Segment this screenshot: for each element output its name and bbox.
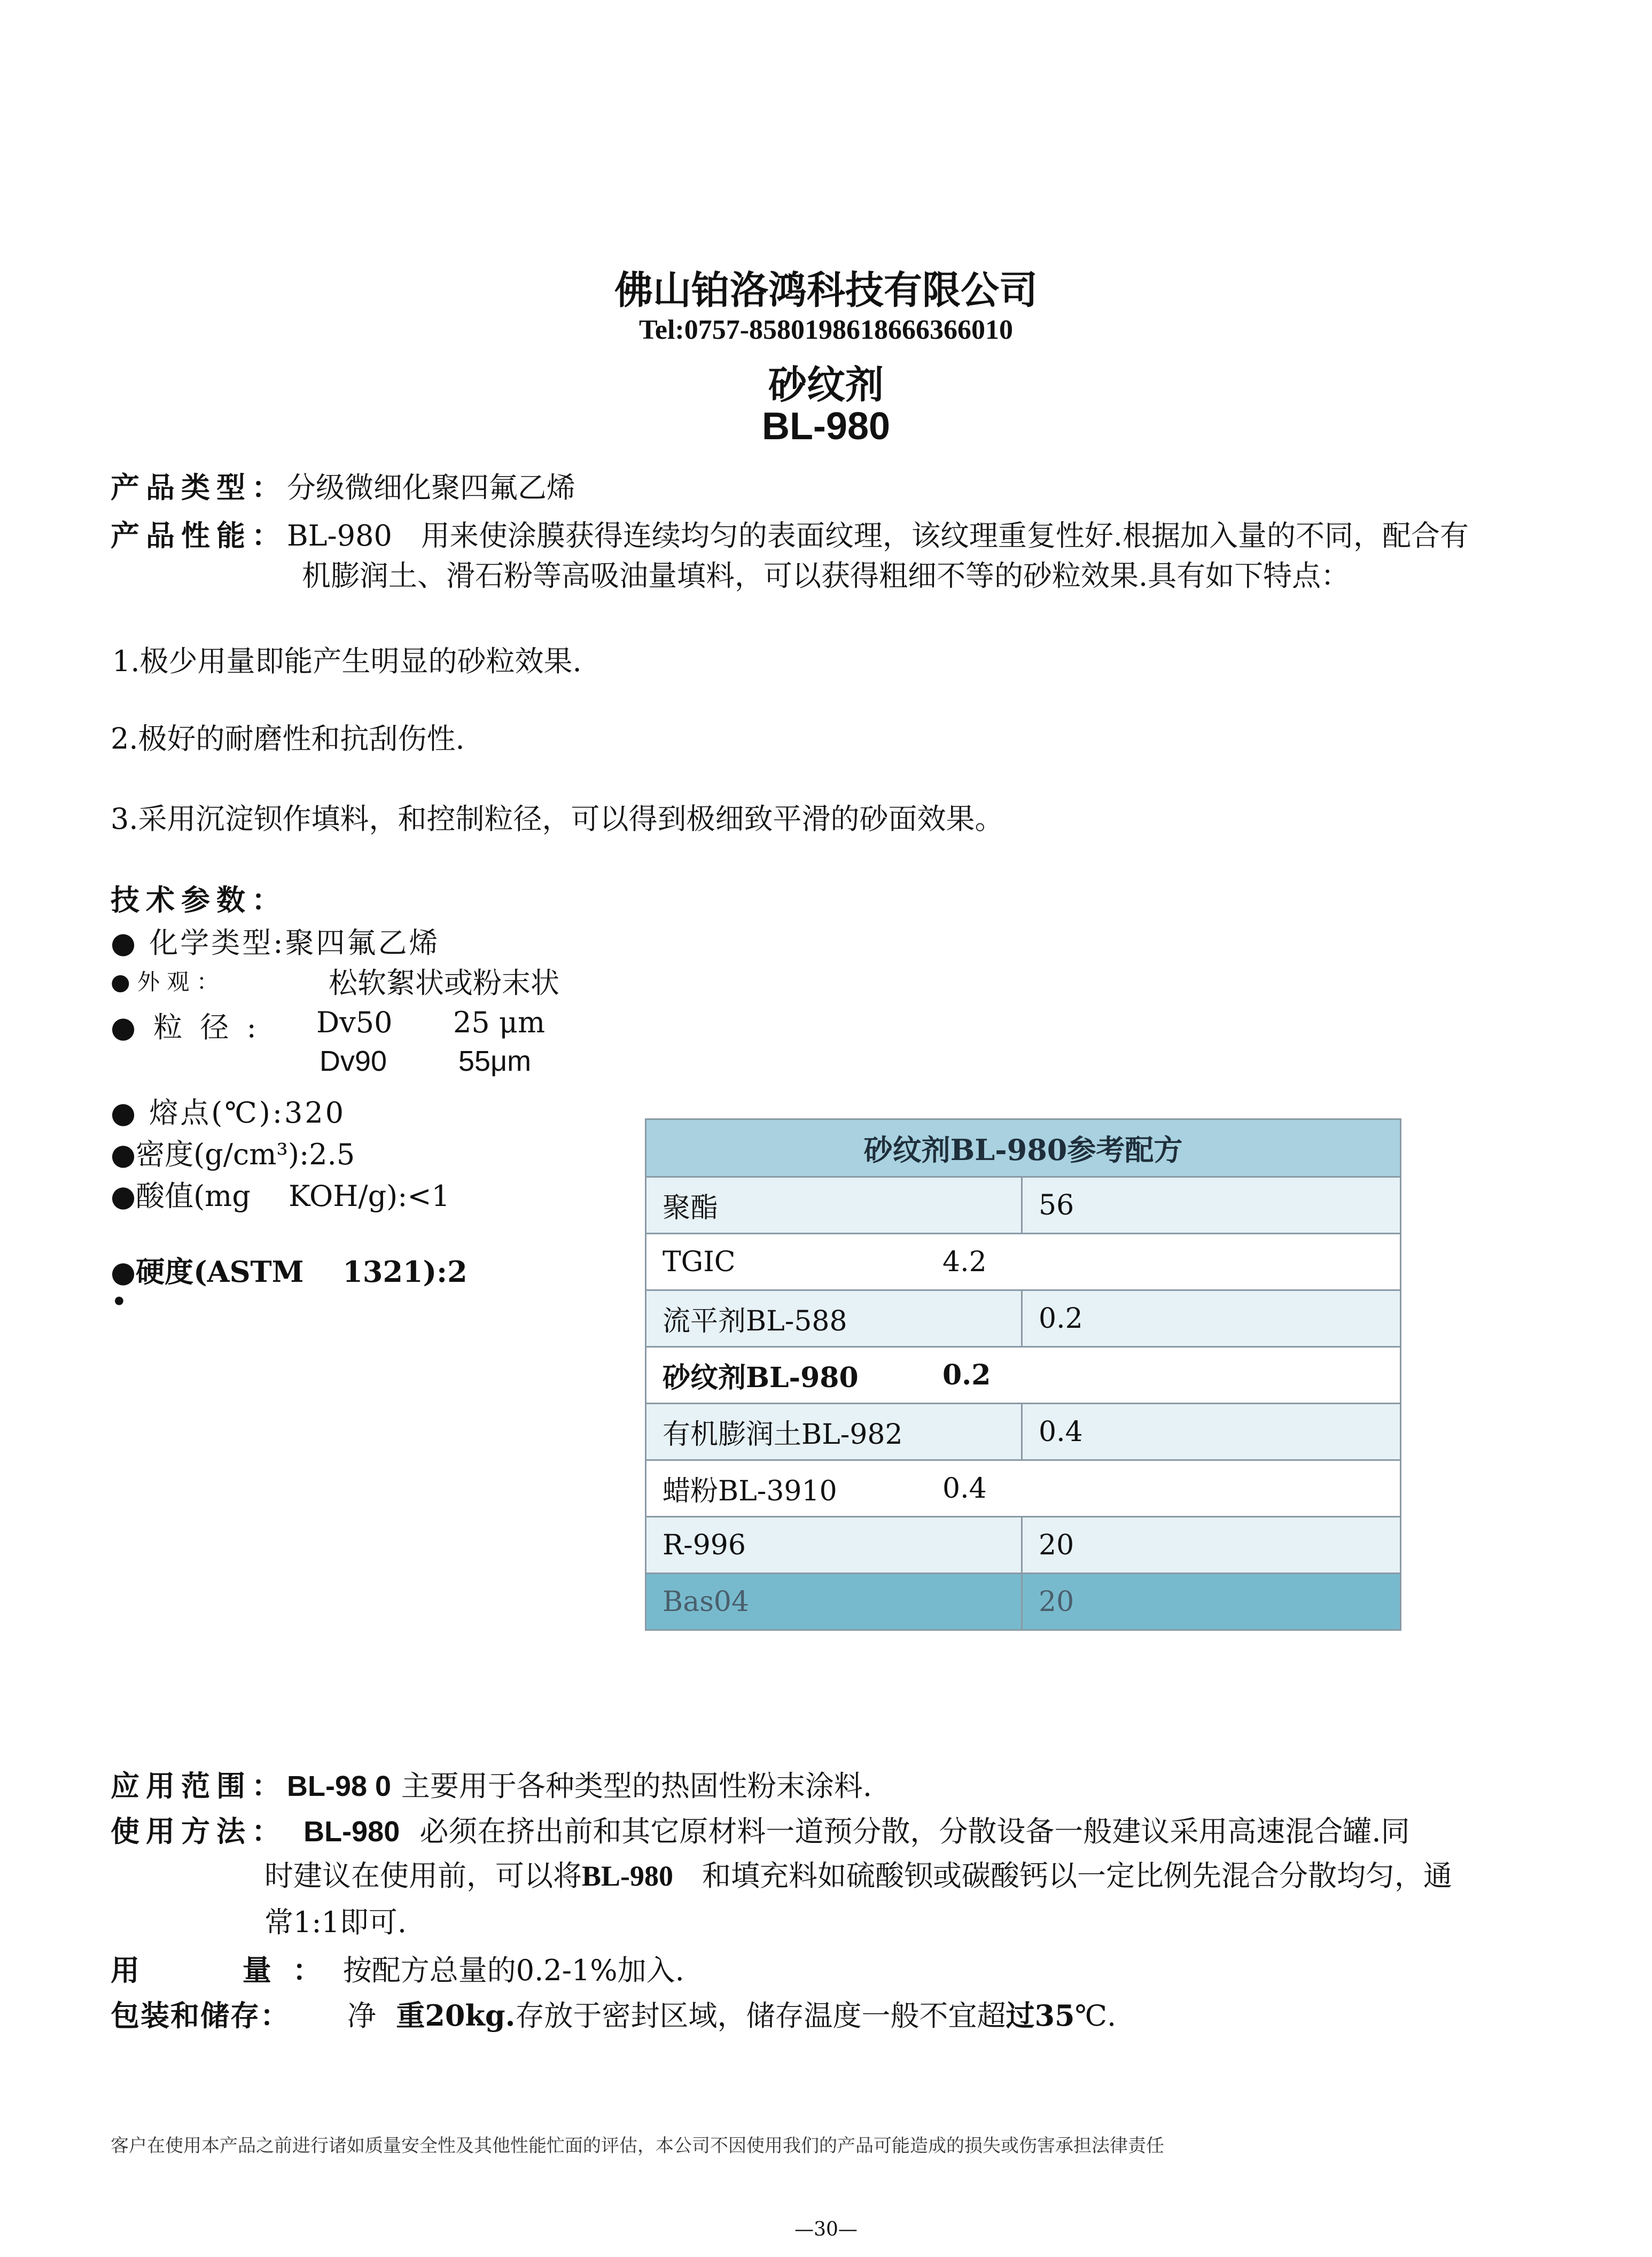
bullet-marker: • <box>111 1285 128 1319</box>
packaging-text-a: 净 <box>347 1999 377 2033</box>
usage-line1: 必须在挤出前和其它原材料一道预分散，分散设备一般建议采用高速混合罐.同 <box>419 1815 1410 1848</box>
param-density: ●密度(g/cm³):2.5 <box>111 1138 355 1171</box>
table-cell-name: 有机膨润土BL-982 <box>646 1404 1023 1459</box>
product-performance <box>111 513 1469 554</box>
table-cell-name: Bas04 <box>646 1574 1023 1629</box>
table-cell-value: 0.2 <box>1039 1302 1083 1335</box>
application-text: 主要用于各种类型的热固性粉末涂料. <box>401 1769 872 1803</box>
table-cell-value: 56 <box>1039 1189 1074 1221</box>
table-row <box>646 1348 1400 1404</box>
formula-table <box>645 1118 1401 1631</box>
company-name: 佛山铂洛鸿科技有限公司 <box>614 268 1038 313</box>
usage-line2-b: 和填充料如硫酸钡或碳酸钙以一定比例先混合分散均匀，通 <box>702 1859 1453 1893</box>
table-cell-name: TGIC <box>663 1246 736 1278</box>
table-cell-value: 0.4 <box>942 1472 987 1505</box>
dosage <box>111 1948 684 1989</box>
packaging-weight: 重20kg. <box>396 1998 516 2033</box>
table-row <box>646 1178 1400 1234</box>
telephone: Tel:0757-8580198618666366010 <box>638 315 1014 345</box>
tech-params-heading: 技术参数： <box>111 883 287 917</box>
packaging-text-c: 存放于密封区域，储存温度一般不宜超 <box>515 1999 1006 2033</box>
param-acid-value: ●酸值(mg KOH/g):<1 <box>111 1179 450 1213</box>
page-number: —30— <box>794 2219 858 2240</box>
param-dv90-value: 55μm <box>458 1045 532 1077</box>
packaging-label: 包装和储存： <box>111 1999 290 2033</box>
product-type <box>111 465 575 506</box>
param-chem-type: ● 化学类型:聚四氟乙烯 <box>111 926 440 960</box>
packaging-text-e: ℃. <box>1074 1999 1117 2033</box>
param-appearance-value: 松软絮状或粉末状 <box>329 966 559 1000</box>
table-row <box>646 1461 1400 1517</box>
product-type-label: 产品类型： <box>111 471 287 504</box>
table-cell-name: R-996 <box>646 1517 1023 1573</box>
product-performance-line1: BL-980 用来使涂膜获得连续均匀的表面纹理，该纹理重复性好.根据加入量的不同，配合有 <box>287 519 1469 552</box>
product-model: BL-980 <box>761 405 891 448</box>
usage-method <box>111 1809 1410 1850</box>
packaging-storage <box>111 1993 1116 2034</box>
table-cell-value: 0.4 <box>1039 1415 1083 1448</box>
table-row <box>646 1517 1400 1574</box>
feature-item: 2.极好的耐磨性和抗刮伤性. <box>111 722 465 756</box>
param-hardness: ●硬度(ASTM 1321):2 <box>111 1255 467 1289</box>
table-cell-name: 蜡粉BL-3910 <box>663 1475 837 1507</box>
table-row <box>646 1234 1400 1291</box>
dosage-label: 用 量： <box>111 1954 343 1987</box>
table-cell-name: 聚酯 <box>646 1178 1023 1233</box>
table-cell-name: 流平剂BL-588 <box>646 1291 1023 1346</box>
table-row <box>646 1574 1400 1629</box>
disclaimer: 客户在使用本产品之前进行诸如质量安全性及其他性能忙面的评估，本公司不因使用我们的产品可能造成的损失或伤害承担法律责任 <box>111 2135 1164 2157</box>
table-row <box>646 1291 1400 1348</box>
application-model: BL-98 0 <box>287 1770 392 1802</box>
table-cell-value: 0.2 <box>942 1359 991 1391</box>
param-dv90-label: Dv90 <box>320 1045 387 1077</box>
table-cell-value: 20 <box>1039 1585 1074 1618</box>
param-appearance-label: ● 外 观 ： <box>111 969 219 995</box>
param-particle-label: ● 粒 径 : <box>111 1010 261 1044</box>
usage-label: 使用方法： <box>111 1815 287 1848</box>
packaging-text-d: 过35 <box>1006 1998 1075 2033</box>
application-scope <box>111 1763 872 1804</box>
product-name: 砂纹剂 <box>768 362 884 407</box>
product-performance-line2: 机膨润土、滑石粉等高吸油量填料，可以获得粗细不等的砂粒效果.具有如下特点： <box>302 559 1350 593</box>
table-cell-value: 20 <box>1039 1529 1074 1561</box>
table-cell-name: 砂纹剂BL-980 <box>663 1361 859 1394</box>
table-cell-value: 4.2 <box>942 1246 987 1278</box>
param-dv50-value: 25 μm <box>453 1006 546 1039</box>
formula-table-title: 砂纹剂BL-980参考配方 <box>646 1120 1400 1178</box>
feature-item: 3.采用沉淀钡作填料，和控制粒径，可以得到极细致平滑的砂面效果。 <box>111 802 1004 836</box>
usage-line3: 常1:1即可. <box>264 1905 407 1939</box>
usage-model: BL-980 <box>303 1816 400 1848</box>
product-type-value: 分级微细化聚四氟乙烯 <box>287 471 575 504</box>
feature-item: 1.极少用量即能产生明显的砂粒效果. <box>112 644 582 678</box>
param-dv50-label: Dv50 <box>316 1006 393 1039</box>
product-performance-label: 产品性能： <box>111 519 287 552</box>
dosage-text: 按配方总量的0.2-1%加入. <box>342 1954 684 1987</box>
param-melting-point: ● 熔点(℃):320 <box>111 1096 346 1130</box>
usage-line2 <box>264 1853 1452 1894</box>
usage-line2-a: 时建议在使用前，可以将 <box>264 1859 582 1893</box>
table-row <box>646 1404 1400 1461</box>
application-label: 应用范围： <box>111 1769 287 1803</box>
usage-line2-model: BL-980 <box>582 1860 674 1892</box>
param-appearance <box>111 964 559 1000</box>
